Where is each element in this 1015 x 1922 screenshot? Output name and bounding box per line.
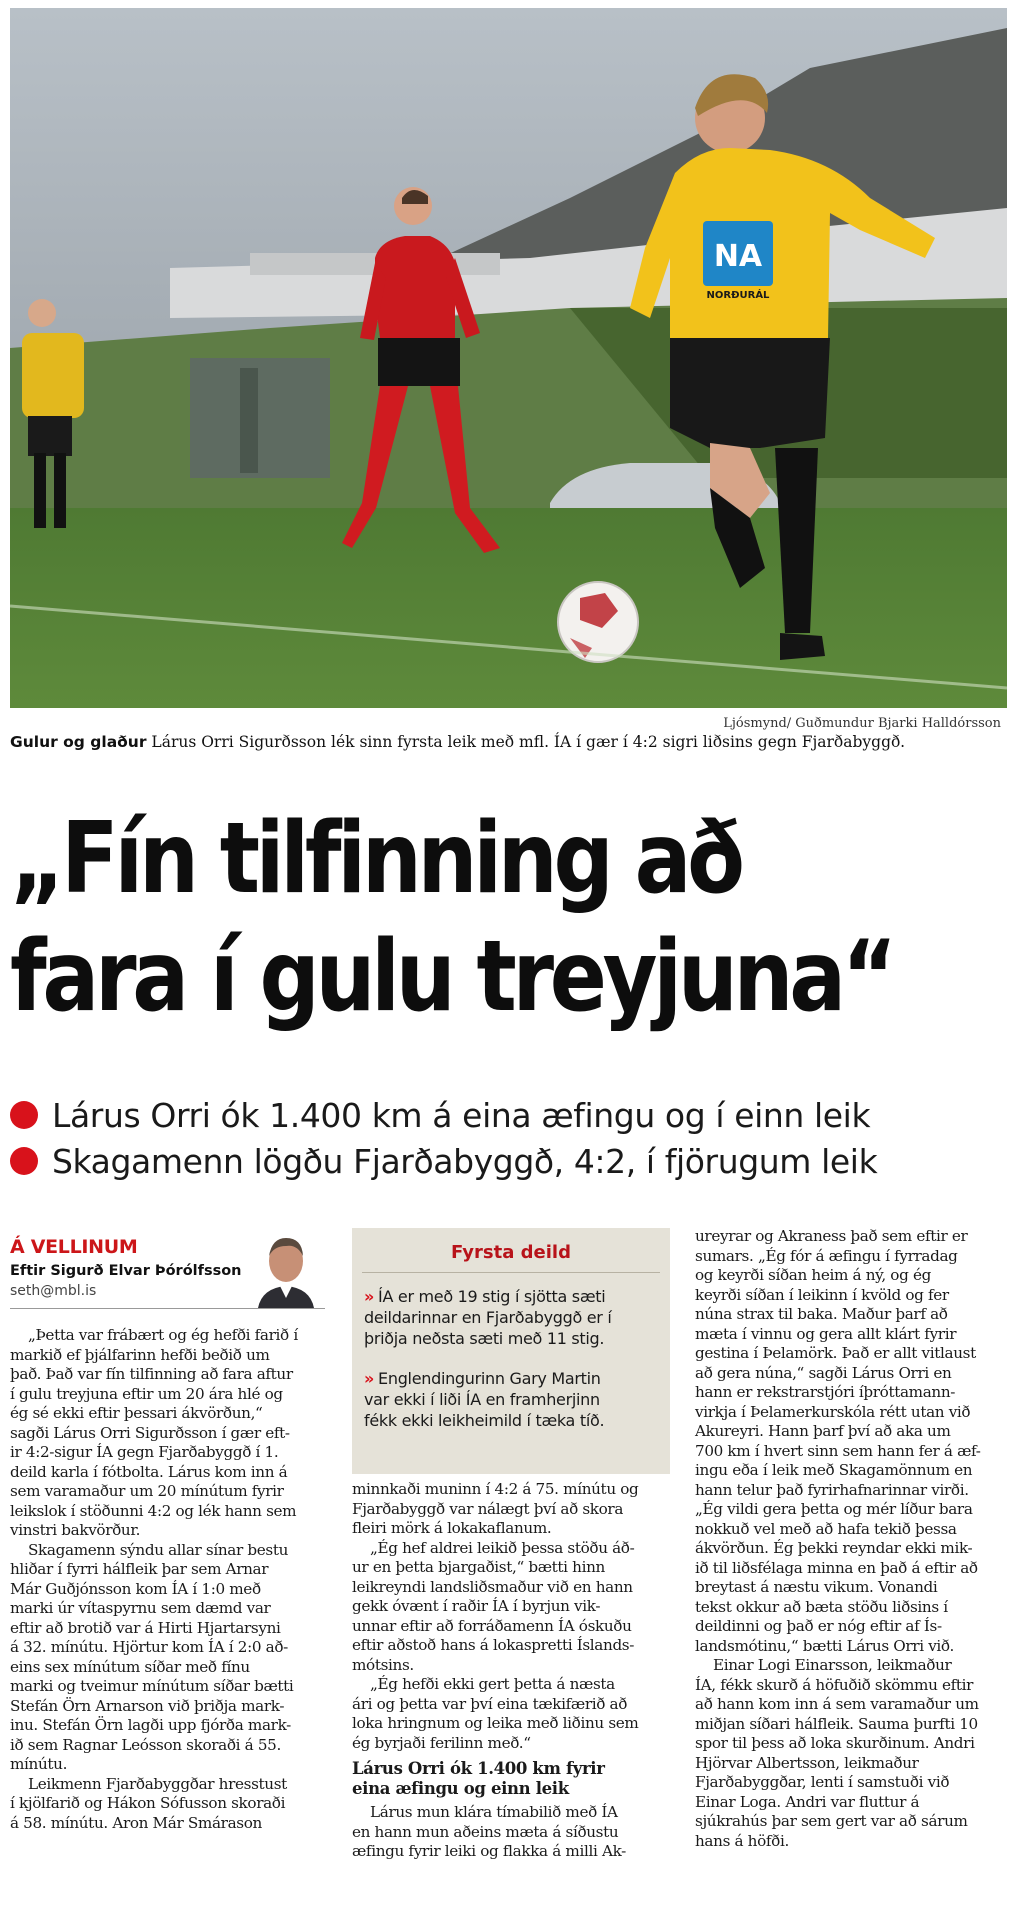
body-line: „Þetta var frábært og ég hefði farið í <box>28 1326 298 1344</box>
body-line: mótsins. <box>352 1655 414 1674</box>
fact-box <box>352 1228 670 1474</box>
body-line: gestina í Þelamörk. Það er allt vitlaust <box>695 1344 976 1362</box>
fact-box-title: Fyrsta deild <box>451 1242 571 1263</box>
author-portrait <box>252 1228 320 1308</box>
body-line: nokkuð vel með að hafa tekið þessa <box>695 1519 957 1538</box>
body-line: miðjan síðari hálfleik. Sauma þurfti 10 <box>695 1714 978 1733</box>
body-line: á 32. mínútu. Hjörtur kom ÍA í 2:0 að- <box>10 1638 288 1656</box>
body-line: ég byrjaði ferilinn með.“ <box>352 1733 531 1752</box>
article-column-3 <box>695 1227 1011 1851</box>
body-line: sumars. „Ég fór á æfingu í fyrradag <box>695 1246 958 1265</box>
body-line: og keyrði síðan heim á ný, og ég <box>695 1266 931 1284</box>
jersey-sponsor: NORÐURÁL <box>706 290 770 301</box>
body-line: „Ég vildi gera þetta og mér líður bara <box>695 1500 973 1518</box>
body-line: markið ef þjálfarinn hefði beðið um <box>10 1345 270 1364</box>
section-kicker: Á VELLINUM <box>10 1236 138 1258</box>
body-line: leikslok í stöðunni 4:2 og lék hann sem <box>10 1501 297 1520</box>
body-line: virkja í Þelamerkurskóla rétt utan við <box>695 1402 971 1421</box>
article-column-2 <box>352 1480 668 1862</box>
body-line: marki úr vítaspyrnu sem dæmd var <box>10 1599 271 1617</box>
caption-text: Lárus Orri Sigurðsson lék sinn fyrsta leik með mfl. ÍA í gær í 4:2 sigri liðsins gegn Fjarðabyggð. <box>146 733 906 751</box>
body-line: mínútu. <box>10 1755 68 1773</box>
author-name: Eftir Sigurð Elvar Þórólfsson <box>10 1263 242 1279</box>
jersey-logo: NA <box>713 239 763 274</box>
body-line: Einar Logi Einarsson, leikmaður <box>713 1656 952 1674</box>
body-line: ir 4:2-sigur ÍA gegn Fjarðabyggð í 1. <box>10 1443 279 1461</box>
body-line: æfingu fyrir leiki og flakka á milli Ak- <box>352 1842 626 1860</box>
hero-photo <box>10 8 1007 708</box>
body-line: Hjörvar Albertsson, leikmaður <box>695 1753 919 1772</box>
body-line: hans á höfði. <box>695 1831 789 1850</box>
body-line: núna strax til baka. Maður þarf að <box>695 1305 948 1323</box>
body-line: spor til þess að loka skurðinum. Andri <box>695 1734 975 1752</box>
body-line: eftir aðstoð hans á lokaspretti Íslands- <box>352 1636 635 1654</box>
photo-caption <box>10 733 1010 751</box>
body-line: Skagamenn sýndu allar sínar bestu <box>28 1540 289 1559</box>
body-line: sem varamaður um 20 mínútum fyrir <box>10 1482 284 1500</box>
body-line: Stefán Örn Arnarson við þriðja mark- <box>10 1696 285 1715</box>
red-bullet-icon <box>10 1147 38 1175</box>
body-line: Fjarðabyggð var nálægt því að skora <box>352 1499 624 1518</box>
body-line: en hann mun aðeins mæta á síðustu <box>352 1822 619 1841</box>
body-line: að hann kom inn á sem varamaður um <box>695 1695 979 1713</box>
fact-box-item: » ÍA er með 19 stig í sjötta sæti deildarinnar en Fjarðabyggð er í þriðja neðsta sæti með 11 stig. <box>364 1287 612 1348</box>
body-line: deild karla í fótbolta. Lárus kom inn á <box>10 1462 288 1481</box>
double-chevron-icon: » <box>364 1287 375 1306</box>
body-line: hann telur það fyrirhafnarinnar virði. <box>695 1480 969 1499</box>
body-line: Einar Loga. Andri var fluttur á <box>695 1792 920 1811</box>
body-line: eftir að brotið var á Hirti Hjartarsyni <box>10 1618 281 1637</box>
body-line: það. Það var fín tilfinning að fara aftur <box>10 1365 293 1383</box>
body-line: ur en þetta bjargaðist,“ bætti hinn <box>352 1558 605 1576</box>
headline <box>10 800 893 1036</box>
body-line: inu. Stefán Örn lagði upp fjórða mark- <box>10 1716 291 1734</box>
body-line: mæta í vinnu og gera allt klárt fyrir <box>695 1324 957 1343</box>
body-line: ið til liðsfélaga minna en það á eftir að <box>695 1558 978 1577</box>
body-line: á 58. mínútu. Aron Már Smárason <box>10 1813 262 1832</box>
body-line: ég sé ekki eftir þessari ákvörðun,“ <box>10 1404 263 1422</box>
body-line: ingu eða í leik með Skagamönnum en <box>695 1461 973 1479</box>
body-line: leikreyndi landsliðsmaður við en hann <box>352 1577 633 1596</box>
body-line: „Ég hef aldrei leikið þessa stöðu áð- <box>370 1538 635 1557</box>
body-line: unnar eftir að forráðamenn ÍA óskuðu <box>352 1616 632 1635</box>
deck-item: Skagamenn lögðu Fjarðabyggð, 4:2, í fjörugum leik <box>10 1138 1010 1184</box>
body-line: Lárus mun klára tímabilið með ÍA <box>370 1803 618 1821</box>
subheading: Lárus Orri ók 1.400 km fyrir eina æfingu og einn leik <box>352 1759 605 1798</box>
fact-box-divider <box>362 1272 660 1273</box>
body-line: Már Guðjónsson kom ÍA í 1:0 með <box>10 1579 261 1598</box>
body-line: að gera núna,“ sagði Lárus Orri en <box>695 1363 952 1382</box>
fact-box-item: » Englendingurinn Gary Martin var ekki í liði ÍA en framherjinn fékk ekki leikheimild í tæka tíð. <box>364 1369 605 1430</box>
body-line: minnkaði muninn í 4:2 á 75. mínútu og <box>352 1480 639 1498</box>
body-line: „Ég hefði ekki gert þetta á næsta <box>370 1675 615 1693</box>
body-line: vinstri bakvörður. <box>10 1521 141 1539</box>
body-line: marki og tveimur mínútum síðar bætti <box>10 1677 294 1695</box>
headline-line-2: fara í gulu treyjuna“ <box>10 920 893 1034</box>
red-bullet-icon <box>10 1101 38 1129</box>
body-line: tekst okkur að bæta stöðu liðsins í <box>695 1597 948 1616</box>
body-line: ið sem Ragnar Leósson skoraði á 55. <box>10 1735 281 1754</box>
body-line: hliðar í fyrri hálfleik þar sem Arnar <box>10 1560 269 1578</box>
double-chevron-icon: » <box>364 1369 375 1388</box>
body-line: keyrði síðan í leikinn í kvöld og fer <box>695 1285 949 1304</box>
photo-credit: Ljósmynd/ Guðmundur Bjarki Halldórsson <box>723 716 1001 731</box>
body-line: Akureyri. Hann þarf því að aka um <box>695 1422 951 1440</box>
body-line: Fjarðabyggðar, lenti í samstuði við <box>695 1773 950 1791</box>
headline-line-1: „Fín tilfinning að <box>10 802 741 916</box>
deck-list <box>10 1092 1010 1184</box>
body-line: gekk óvænt í raðir ÍA í byrjun vik- <box>352 1597 601 1615</box>
body-line: ákvörðun. Ég þekki reyndar ekki mik- <box>695 1539 973 1557</box>
body-line: sagði Lárus Orri Sigurðsson í gær eft- <box>10 1423 290 1442</box>
body-line: eins sex mínútum síðar með fínu <box>10 1657 250 1676</box>
body-line: hann er rekstrarstjóri íþróttamann- <box>695 1383 956 1401</box>
body-line: ári og þetta var því eina tækifærið að <box>352 1694 628 1713</box>
author-email[interactable]: seth@mbl.is <box>10 1283 97 1299</box>
body-line: ureyrar og Akraness það sem eftir er <box>695 1227 968 1245</box>
deck-item: Lárus Orri ók 1.400 km á eina æfingu og í einn leik <box>10 1092 1010 1138</box>
body-line: ÍA, fékk skurð á höfuðið skömmu eftir <box>695 1675 974 1694</box>
article-column-1 <box>10 1326 326 1833</box>
body-line: fleiri mörk á lokakaflanum. <box>352 1519 552 1537</box>
byline-divider <box>10 1308 325 1309</box>
body-line: í kjölfarið og Hákon Sófusson skoraði <box>10 1794 286 1812</box>
body-line: deildinni og það er nóg eftir af Ís- <box>695 1617 942 1635</box>
body-line: breytast á næstu vikum. Vonandi <box>695 1578 938 1596</box>
body-line: 700 km í hvert sinn sem hann fer á æf- <box>695 1441 981 1460</box>
caption-lead: Gulur og glaður <box>10 733 147 751</box>
football-match-photo <box>10 8 1007 708</box>
body-line: Leikmenn Fjarðabyggðar hresstust <box>28 1774 287 1793</box>
body-line: landsmótinu,“ bætti Lárus Orri við. <box>695 1636 954 1655</box>
body-line: í gulu treyjuna eftir um 20 ára hlé og <box>10 1384 283 1403</box>
body-line: sjúkrahús þar sem gert var að sárum <box>695 1812 968 1830</box>
body-line: loka hringnum og leika með liðinu sem <box>352 1714 639 1732</box>
